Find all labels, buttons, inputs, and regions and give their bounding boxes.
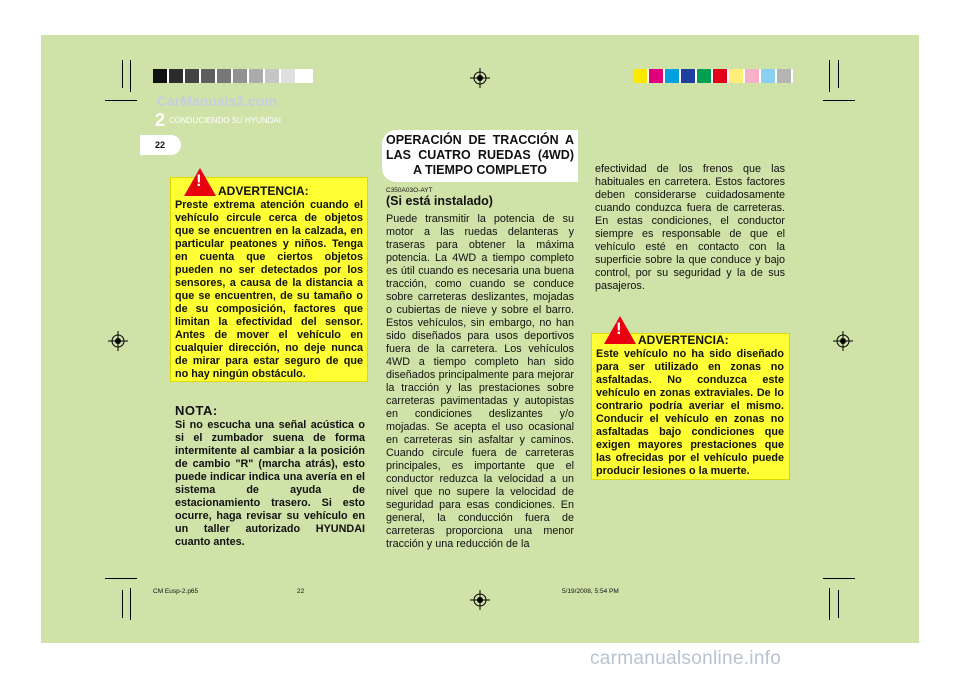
footer-date: 5/19/2008, 5:54 PM bbox=[562, 588, 619, 595]
crop-mark bbox=[122, 60, 123, 88]
color-swatch bbox=[249, 69, 265, 83]
footer-page: 22 bbox=[297, 588, 305, 595]
registration-target-icon bbox=[833, 331, 853, 351]
color-swatch bbox=[169, 69, 185, 83]
color-swatch bbox=[665, 69, 681, 83]
warning-title: ADVERTENCIA: bbox=[218, 184, 309, 198]
color-bar bbox=[633, 69, 793, 83]
warning-text: Preste extrema atención cuando el vehículo circule cerca de objetos que se encuentren en la calzada, en particular peatones y niños. Tenga en cuenta que ciertos objetos pueden no ser detectados por los sensores, a causa de la distancia a que se encuentren, de su tamaño o de su composición, factores que limitan la efectividad del sensor. Antes de mover el vehículo en cualquier dirección, no deje nunca de mirar para estar seguro de que no hay ningún obstáculo. bbox=[175, 199, 363, 380]
chapter-number: 2 bbox=[155, 110, 166, 130]
color-swatch bbox=[681, 69, 697, 83]
crop-mark bbox=[130, 60, 131, 92]
color-swatch bbox=[745, 69, 761, 83]
registration-target-icon bbox=[108, 331, 128, 351]
color-swatch bbox=[217, 69, 233, 83]
warning-text: Este vehículo no ha sido diseñado para ser utilizado en zonas no asfaltadas. No conduzca este vehículo en zonas extraviales. De lo contrario podría averiar el mismo. Conducir el vehículo en zonas no asfaltadas bajo condiciones que exigen mayores prestaciones que las ofrecidas por el vehículo puede producir lesiones o la muerte. bbox=[596, 348, 784, 477]
note-text: Si no escucha una señal acústica o si el zumbador suena de forma intermitente al cambiar a la posición de cambio "R" (marcha atrás), esto puede indicar indica una avería en el sistema de ayuda de estacionamiento trasero. Si esto ocurre, haga revisar su vehículo en un taller autorizado HYUNDAI cuanto antes. bbox=[175, 419, 365, 548]
crop-mark bbox=[838, 590, 839, 618]
section-body: Puede transmitir la potencia de su motor a las ruedas delanteras y traseras para obtener la máxima potencia. La 4WD a tiempo completo es útil cuando es necesaria una buena tracción, como cuando se conduce sobre carreteras deslizantes, mojadas o cubiertas de nieve y sobre el barro. Estos vehículos, sin embargo, no han sido diseñados para usos deportivos fuera de la carretera. Los vehículos 4WD a tiempo completo han sido diseñados principalmente para mejorar la tracción y las prestaciones sobre carreteras pavimentadas y autopistas en condiciones deslizantes y/o mojadas. Se acepta el uso ocasional en carreteras sin asfaltar y caminos. Cuando circule fuera de carreteras principales, es importante que el conductor reduzca la velocidad a un nivel que no supere la velocidad de seguridad para esas condiciones. En general, la conducción fuera de carreteras proporciona una menor tracción y una reducción de la bbox=[386, 213, 574, 550]
exclamation-icon: ! bbox=[616, 319, 622, 338]
color-swatch bbox=[649, 69, 665, 83]
color-swatch bbox=[713, 69, 729, 83]
exclamation-icon: ! bbox=[196, 171, 202, 190]
color-swatch bbox=[185, 69, 201, 83]
crop-mark bbox=[823, 100, 855, 101]
crop-mark bbox=[829, 588, 830, 620]
warning-title: ADVERTENCIA: bbox=[638, 333, 729, 347]
crop-mark bbox=[105, 578, 137, 579]
crop-mark bbox=[130, 588, 131, 620]
watermark-link[interactable]: CarManuals2.com bbox=[157, 93, 277, 109]
crop-mark bbox=[838, 60, 839, 88]
color-swatch bbox=[777, 69, 793, 83]
crop-mark bbox=[829, 60, 830, 92]
crop-mark bbox=[823, 578, 855, 579]
chapter-title: CONDUCIENDO SU HYUNDAI bbox=[169, 116, 282, 125]
grayscale-bar bbox=[153, 69, 313, 83]
section-subheading: (Si está instalado) bbox=[386, 194, 493, 208]
color-swatch bbox=[233, 69, 249, 83]
registration-target-icon bbox=[470, 590, 490, 610]
section-body-continued: efectividad de los frenos que las habituales en carretera. Estos factores deben considerarse cuidadosamente cuando conduzca fuera de carreteras. En estas condiciones, el conductor siempre es responsable de que el vehículo esté en contacto con la superficie sobre la que conduce y bajo control, por su seguridad y la de sus pasajeros. bbox=[595, 163, 785, 292]
color-swatch bbox=[153, 69, 169, 83]
color-swatch bbox=[729, 69, 745, 83]
color-swatch bbox=[201, 69, 217, 83]
color-swatch bbox=[297, 69, 313, 83]
crop-mark bbox=[122, 590, 123, 618]
color-swatch bbox=[761, 69, 777, 83]
registration-target-icon bbox=[470, 68, 490, 88]
section-title: OPERACIÓN DE TRACCIÓN A LAS CUATRO RUEDAS (4WD) A TIEMPO COMPLETO bbox=[386, 133, 574, 177]
color-swatch bbox=[265, 69, 281, 83]
page-number: 22 bbox=[155, 140, 166, 150]
footer-filename: CM Eusp-2.p65 bbox=[153, 588, 199, 595]
color-swatch bbox=[281, 69, 297, 83]
section-code: C350A03O-AYT bbox=[386, 187, 433, 194]
color-swatch bbox=[697, 69, 713, 83]
color-swatch bbox=[633, 69, 649, 83]
note-title: NOTA: bbox=[175, 403, 218, 418]
crop-mark bbox=[105, 100, 137, 101]
brand-watermark: carmanualsonline.info bbox=[590, 648, 782, 669]
